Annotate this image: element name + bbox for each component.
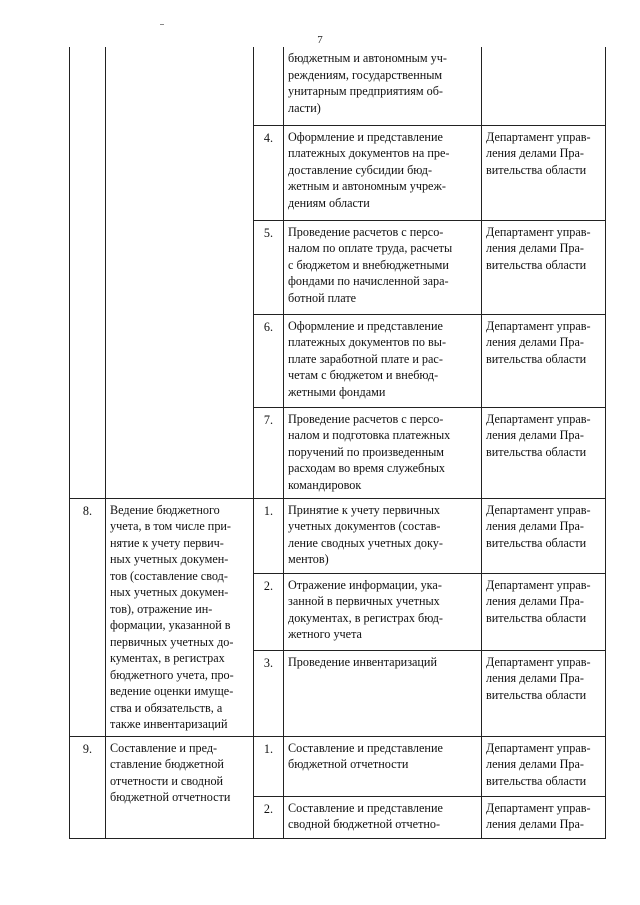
action-text: бюджетным и автономным уч- реждениям, государственным унитарным предприятиям об- ласти) (288, 51, 447, 115)
executor-cell (482, 125, 606, 220)
sub-number-cell: 5. (254, 220, 284, 314)
executor-text: Департамент управ- ления делами Пра- вительства области (486, 129, 591, 177)
action-text: Составление и представление бюджетной отчетности (288, 740, 443, 771)
section-title-cell (106, 498, 254, 736)
executor-text: Департамент управ- ления делами Пра- (486, 800, 591, 831)
action-cell (284, 573, 482, 650)
sub-number-cell: 1. (254, 498, 284, 573)
action-text: Проведение расчетов с персо- налом по оплате труда, расчеты с бюджетом и внебюджетными фондами по начисленной зара- ботной плате (288, 224, 453, 305)
action-cell (284, 314, 482, 407)
executor-cell (482, 47, 606, 125)
sub-number-cell: 1. (254, 736, 284, 796)
sub-number-cell: 7. (254, 407, 284, 498)
section-title: Ведение бюджетного учета, в том числе при- нятие к учету первич- ных учетных докумен- тов (составление свод- ных учетных докумен- тов), отражение ин- формации, указанной в первичных учетных до- кументах, в регистрах бюджетного учета, про- ведение оценки имуще- ства и обязательств, а также инвентаризаций (110, 502, 234, 731)
executor-text: Департамент управ- ления делами Пра- вительства области (486, 224, 591, 272)
executor-text: Департамент управ- ления делами Пра- вительства области (486, 318, 591, 366)
executor-text: Департамент управ- ления делами Пра- вительства области (486, 502, 591, 550)
action-cell (284, 407, 482, 498)
table-row (70, 47, 606, 125)
action-cell (284, 220, 482, 314)
executor-cell (482, 796, 606, 838)
action-text: Принятие к учету первичных учетных документов (состав- ление сводных учетных доку- ментов) (288, 502, 443, 566)
executor-text: Департамент управ- ления делами Пра- вительства области (486, 654, 591, 702)
action-text: Составление и представление сводной бюджетной отчетно- (288, 800, 443, 831)
table-row (70, 736, 606, 796)
sub-number-cell: 2. (254, 796, 284, 838)
executor-text: Департамент управ- ления делами Пра- вительства области (486, 577, 591, 625)
sub-number-cell: 2. (254, 573, 284, 650)
page-number: 7 (317, 34, 323, 46)
executor-cell (482, 736, 606, 796)
sub-number-cell (254, 47, 284, 125)
executor-cell (482, 573, 606, 650)
action-text: Проведение расчетов с персо- налом и подготовка платежных поручений по произведенным расходам во время служебных командировок (288, 411, 451, 492)
action-text: Оформление и представление платежных документов по вы- плате заработной плате и рас- четам с бюджетом и внебюд- жетными фондами (288, 318, 447, 399)
sub-number-cell: 4. (254, 125, 284, 220)
action-cell (284, 796, 482, 838)
sub-number-cell: 3. (254, 650, 284, 736)
action-cell (284, 650, 482, 736)
executor-text: Департамент управ- ления делами Пра- вительства области (486, 740, 591, 788)
action-text: Оформление и представление платежных документов на пре- доставление субсидии бюд- жетным и автономным учреж- дениям области (288, 129, 450, 210)
action-cell (284, 47, 482, 125)
scan-speck (160, 24, 164, 25)
action-text: Проведение инвентаризаций (288, 654, 437, 669)
action-cell (284, 736, 482, 796)
section-number-cell (70, 47, 106, 498)
section-number: 8. (70, 498, 106, 736)
section-title-cell (106, 736, 254, 838)
section-title-cell (106, 47, 254, 498)
action-cell (284, 498, 482, 573)
executor-cell (482, 220, 606, 314)
sub-number-cell: 6. (254, 314, 284, 407)
executor-cell (482, 498, 606, 573)
action-text: Отражение информации, ука- занной в первичных учетных документах, в регистрах бюд- жетного учета (288, 577, 443, 641)
responsibilities-table (69, 47, 606, 839)
executor-cell (482, 407, 606, 498)
action-cell (284, 125, 482, 220)
executor-cell (482, 314, 606, 407)
section-number: 9. (70, 736, 106, 838)
executor-text: Департамент управ- ления делами Пра- вительства области (486, 411, 591, 459)
section-title: Составление и пред- ставление бюджетной отчетности и сводной бюджетной отчетности (110, 740, 231, 804)
executor-cell (482, 650, 606, 736)
table-row (70, 498, 606, 573)
